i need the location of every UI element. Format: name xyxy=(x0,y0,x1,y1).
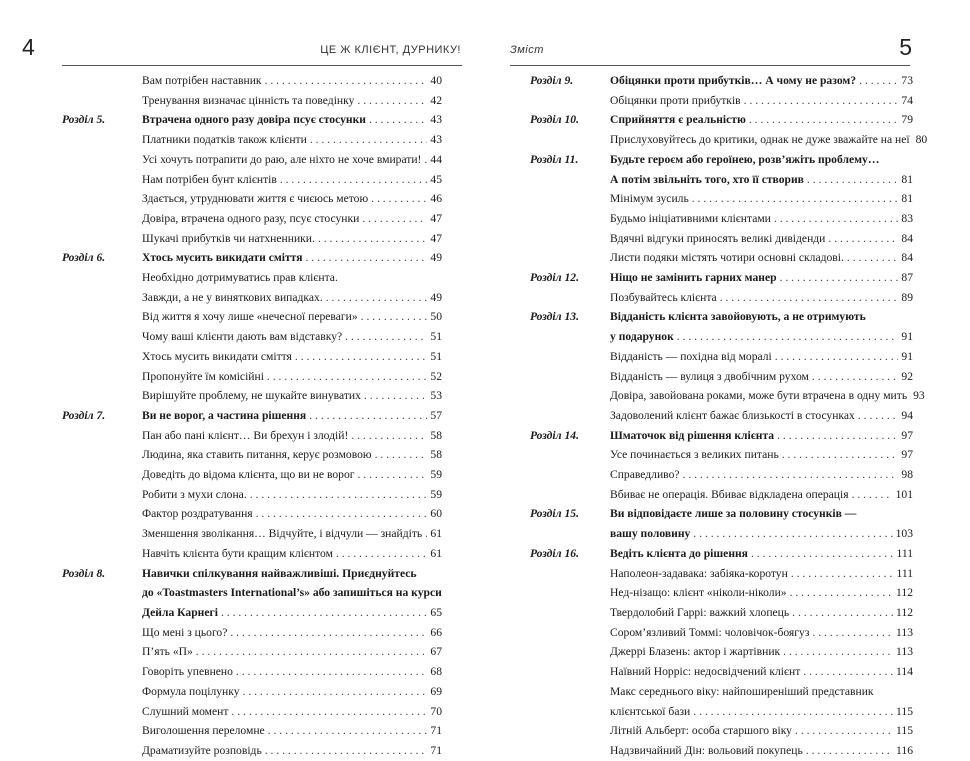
right-running-header: Зміст xyxy=(510,44,544,56)
toc-page-number: 74 xyxy=(901,93,913,107)
right-page xyxy=(485,0,970,757)
toc-page-number: 116 xyxy=(896,743,913,757)
toc-leader-dots xyxy=(677,327,899,347)
toc-chapter-row xyxy=(530,307,913,327)
toc-leader-dots xyxy=(295,347,428,367)
toc-leader-dots xyxy=(828,229,898,249)
toc-entry-title: Робити з мухи слона. xyxy=(142,487,247,501)
toc-chapter-row xyxy=(530,71,913,91)
toc-entry-title: Ведіть клієнта до рішення xyxy=(610,546,748,560)
toc-section-label: Розділ 13. xyxy=(530,310,579,324)
toc-entry-title: Будьмо ініціативними клієнтами xyxy=(610,211,771,225)
toc-page-number: 58 xyxy=(430,448,442,462)
toc-entry-row xyxy=(530,229,913,249)
toc-page-number: 113 xyxy=(896,645,913,659)
toc-entry-title: Вам потрібен наставник xyxy=(142,74,262,87)
toc-entry-row xyxy=(530,465,913,485)
toc-entry-title: Здається, утруднювати життя є чиєюсь метою xyxy=(142,192,369,206)
toc-page-number: 67 xyxy=(430,645,442,659)
toc-page-number: 57 xyxy=(430,408,442,422)
toc-chapter-row xyxy=(62,564,442,584)
toc-entry-row xyxy=(530,209,913,229)
toc-chapter-row xyxy=(62,583,442,603)
toc-entry-row xyxy=(62,288,442,308)
toc-page-number: 115 xyxy=(896,724,913,738)
toc-entry-row xyxy=(62,445,442,465)
toc-section-label: Розділ 12. xyxy=(530,271,579,285)
toc-entry-title: Обіцянки проти прибутків… А чому не разом? xyxy=(610,74,857,87)
toc-leader-dots xyxy=(783,642,893,662)
toc-entry-title: Навички спілкування найважливіші. Приєднуйтесь xyxy=(142,566,417,580)
toc-leader-dots xyxy=(375,445,428,465)
toc-entry-row xyxy=(530,130,928,150)
toc-leader-dots xyxy=(858,406,899,426)
toc-entry-title: Драматизуйте розповідь xyxy=(142,743,262,757)
toc-entry-title: П’ять «П» xyxy=(142,645,193,659)
toc-chapter-row xyxy=(62,248,442,268)
toc-section-label: Розділ 7. xyxy=(62,408,106,422)
toc-entry-title: Твердолобий Гаррі: важкий хлопець xyxy=(610,605,790,619)
toc-leader-dots xyxy=(847,248,899,268)
toc-entry-title: Чому ваші клієнти дають вам відставку? xyxy=(142,330,343,344)
toc-entry-row xyxy=(530,642,913,662)
toc-entry-title: Виголошення переломне xyxy=(142,724,265,738)
toc-leader-dots xyxy=(268,721,428,741)
toc-leader-dots xyxy=(369,110,427,130)
toc-leader-dots xyxy=(231,702,427,722)
toc-page-number: 61 xyxy=(430,546,442,560)
toc-leader-dots xyxy=(196,642,428,662)
toc-entry-title: Ви не ворог, а частина рішення xyxy=(142,408,307,422)
toc-entry-row xyxy=(62,347,442,367)
toc-entry-title: Втрачена одного разу довіра псує стосунки xyxy=(142,113,366,127)
toc-entry-title: Нам потрібен бунт клієнтів xyxy=(142,172,277,186)
toc-leader-dots xyxy=(425,524,427,544)
toc-entry-row xyxy=(62,741,442,761)
toc-entry-title: Позбувайтесь клієнта xyxy=(610,290,717,304)
toc-entry-title: Хтось мусить викидати сміття xyxy=(142,251,303,265)
toc-page-number: 53 xyxy=(430,389,442,403)
toc-leader-dots xyxy=(358,465,428,485)
toc-leader-dots xyxy=(792,603,893,623)
toc-entry-title: Відданість — вулиця з двобічним рухом xyxy=(610,369,809,383)
toc-entry-title: вашу половину xyxy=(610,527,691,541)
toc-page-number: 113 xyxy=(896,625,913,639)
toc-entry-row xyxy=(530,367,913,387)
toc-entry-row xyxy=(62,524,442,544)
toc-entry-row xyxy=(530,623,913,643)
toc-page-number: 47 xyxy=(430,211,442,225)
toc-entry-row xyxy=(62,623,442,643)
toc-entry-title: Завжди, а не у виняткових випадках. xyxy=(142,290,323,304)
toc-leader-dots xyxy=(357,91,427,111)
toc-entry-row xyxy=(530,189,913,209)
toc-page-number: 66 xyxy=(430,625,442,639)
toc-entry-title: Пропонуйте їм комісійні xyxy=(142,369,264,383)
toc-page-number: 111 xyxy=(896,546,913,560)
toc-entry-title: Усе починається з великих питань xyxy=(610,448,779,462)
toc-entry-title: А потім звільніть того, хто її створив xyxy=(610,172,804,186)
toc-section-label: Розділ 6. xyxy=(62,251,106,265)
toc-section-label: Розділ 15. xyxy=(530,507,579,521)
toc-entry-title: Хтось мусить викидати сміття xyxy=(142,349,292,363)
toc-leader-dots xyxy=(683,465,899,485)
toc-entry-row xyxy=(62,642,442,662)
toc-entry-row xyxy=(62,170,442,190)
toc-section-label: Розділ 16. xyxy=(530,546,579,560)
toc-entry-title: Сором’язливий Томмі: чоловічок-боягуз xyxy=(610,625,810,639)
toc-entry-row xyxy=(530,248,913,268)
toc-leader-dots xyxy=(310,130,428,150)
toc-entry-row xyxy=(530,406,913,426)
toc-page-number: 70 xyxy=(430,704,442,718)
toc-chapter-row xyxy=(530,504,913,524)
toc-entry-row xyxy=(530,485,913,505)
toc-entry-title: Нед-нізащо: клієнт «ніколи-ніколи» xyxy=(610,586,787,600)
toc-page-number: 97 xyxy=(901,428,913,442)
toc-page-number: 84 xyxy=(901,251,913,265)
toc-entry-title: Ніщо не замінить гарних манер xyxy=(610,271,777,285)
toc-entry-title: Доведіть до відома клієнта, що ви не ворог xyxy=(142,468,355,482)
toc-entry-row xyxy=(530,662,913,682)
toc-leader-dots xyxy=(362,209,427,229)
toc-leader-dots xyxy=(775,347,899,367)
toc-section-label: Розділ 9. xyxy=(530,74,574,87)
toc-page-number: 69 xyxy=(430,684,442,698)
toc-leader-dots xyxy=(318,229,428,249)
toc-leader-dots xyxy=(859,71,898,91)
toc-entry-title: Формула поцілунку xyxy=(142,684,240,698)
toc-page-number: 42 xyxy=(430,93,442,107)
toc-leader-dots xyxy=(751,544,894,564)
toc-page-number: 81 xyxy=(901,192,913,206)
toc-leader-dots xyxy=(749,110,899,130)
toc-page-number: 112 xyxy=(896,586,913,600)
toc-entry-row xyxy=(62,189,442,209)
toc-entry-row xyxy=(530,603,913,623)
toc-leader-dots xyxy=(744,91,899,111)
toc-page-number: 50 xyxy=(430,310,442,324)
toc-entry-row xyxy=(530,445,913,465)
toc-leader-dots xyxy=(336,544,427,564)
left-toc-list xyxy=(62,71,442,761)
toc-section-label: Розділ 5. xyxy=(62,113,106,127)
toc-entry-row xyxy=(530,91,913,111)
toc-leader-dots xyxy=(361,307,428,327)
toc-entry-row xyxy=(62,130,442,150)
toc-leader-dots xyxy=(265,71,428,91)
toc-entry-row xyxy=(530,583,913,603)
toc-entry-title: Будьте героєм або героїнею, розв’яжіть проблему… xyxy=(610,152,880,166)
toc-chapter-row xyxy=(530,110,913,130)
toc-page-number: 49 xyxy=(430,290,442,304)
toc-leader-dots xyxy=(351,426,427,446)
toc-leader-dots xyxy=(250,485,428,505)
toc-entry-title: Макс середнього віку: найпоширеніший представник xyxy=(610,684,874,698)
toc-leader-dots xyxy=(364,386,427,406)
toc-chapter-row xyxy=(62,603,442,623)
toc-entry-title: Відданість клієнта завойовують, а не отримують xyxy=(610,310,866,324)
toc-entry-title: Говоріть упевнено xyxy=(142,665,233,679)
toc-page-number: 98 xyxy=(901,468,913,482)
toc-leader-dots xyxy=(806,741,893,761)
toc-chapter-row xyxy=(62,110,442,130)
toc-page-number: 114 xyxy=(896,665,913,679)
toc-leader-dots xyxy=(795,721,893,741)
toc-page-number: 91 xyxy=(901,349,913,363)
toc-leader-dots xyxy=(243,682,428,702)
toc-entry-row xyxy=(62,327,442,347)
toc-entry-row xyxy=(62,721,442,741)
toc-leader-dots xyxy=(236,662,427,682)
toc-entry-title: Тренування визначає цінність та поведінку xyxy=(142,93,355,107)
toc-entry-row xyxy=(62,702,442,722)
toc-leader-dots xyxy=(807,170,898,190)
toc-page-number: 47 xyxy=(430,231,442,245)
toc-entry-title: Зменшення зволікання… Відчуйте, і відчули — знайдіть xyxy=(142,527,423,541)
toc-page-number: 73 xyxy=(901,74,913,87)
toc-leader-dots xyxy=(280,170,428,190)
toc-section-label: Розділ 8. xyxy=(62,566,106,580)
toc-entry-title: Усі хочуть потрапити до раю, але ніхто не хоче вмирати! xyxy=(142,152,422,166)
left-running-header: ЦЕ Ж КЛІЄНТ, ДУРНИКУ! xyxy=(320,44,461,56)
toc-entry-title: Ви відповідаєте лише за половину стосунків — xyxy=(610,507,857,521)
toc-page-number: 84 xyxy=(901,231,913,245)
toc-page-number: 80 xyxy=(915,133,928,147)
toc-entry-row xyxy=(530,288,913,308)
toc-entry-title: Платники податків також клієнти xyxy=(142,133,307,147)
toc-leader-dots xyxy=(345,327,427,347)
toc-entry-row xyxy=(530,386,925,406)
toc-entry-title: Обіцянки проти прибутків xyxy=(610,93,741,107)
toc-chapter-row xyxy=(530,426,913,446)
toc-page-number: 79 xyxy=(901,113,913,127)
toc-entry-title: Джеррі Блазень: актор і жартівник xyxy=(610,645,781,659)
toc-entry-row xyxy=(62,91,442,111)
toc-page-number: 65 xyxy=(430,605,442,619)
toc-leader-dots xyxy=(790,583,893,603)
toc-entry-title: Що мені з цього? xyxy=(142,625,228,639)
toc-leader-dots xyxy=(693,702,893,722)
toc-leader-dots xyxy=(230,623,427,643)
toc-leader-dots xyxy=(267,367,427,387)
toc-page-number: 71 xyxy=(430,724,442,738)
toc-page-number: 111 xyxy=(896,566,913,580)
toc-page-number: 46 xyxy=(430,192,442,206)
toc-section-label: Розділ 11. xyxy=(530,152,579,166)
toc-entry-row xyxy=(530,682,913,702)
toc-page-number: 94 xyxy=(901,408,913,422)
toc-entry-title: Задоволений клієнт бажає близькості в стосунках xyxy=(610,408,855,422)
toc-entry-row xyxy=(62,150,442,170)
toc-entry-title: Фактор роздратування xyxy=(142,507,253,521)
toc-page-number: 101 xyxy=(895,487,913,501)
toc-entry-title: Дейла Карнегі xyxy=(142,605,218,619)
toc-leader-dots xyxy=(812,623,893,643)
toc-entry-title: Сприйняття є реальністю xyxy=(610,113,746,127)
toc-entry-title: Вбиває не операція. Вбиває відкладена операція xyxy=(610,487,849,501)
toc-entry-row xyxy=(62,426,442,446)
right-toc-list xyxy=(530,71,928,761)
toc-leader-dots xyxy=(852,485,893,505)
toc-entry-title: Прислуховуйтесь до критики, однак не дуже зважайте на неї xyxy=(610,133,910,147)
toc-entry-title: Наполеон-задавака: забіяка-коротун xyxy=(610,566,788,580)
toc-entry-title: до «Toastmasters International’s» або запишіться на курси xyxy=(142,586,442,600)
toc-page-number: 81 xyxy=(901,172,913,186)
toc-page-number: 52 xyxy=(430,369,442,383)
toc-leader-dots xyxy=(782,445,899,465)
toc-entry-title: Необхідно дотримуватись прав клієнта. xyxy=(142,271,338,285)
toc-page-number: 60 xyxy=(430,507,442,521)
toc-entry-title: Людина, яка ставить питання, керує розмовою xyxy=(142,448,372,462)
toc-chapter-row xyxy=(62,406,442,426)
toc-entry-row xyxy=(62,544,442,564)
toc-entry-row xyxy=(62,367,442,387)
toc-entry-row xyxy=(530,347,913,367)
toc-page-number: 40 xyxy=(430,74,442,87)
toc-leader-dots xyxy=(371,189,427,209)
toc-entry-title: Надзвичайний Дін: вольовий покупець xyxy=(610,743,803,757)
toc-entry-row xyxy=(62,307,442,327)
toc-leader-dots xyxy=(265,741,428,761)
toc-page-number: 43 xyxy=(430,113,442,127)
toc-entry-title: Слушний момент xyxy=(142,704,229,718)
toc-entry-title: Довіра, втрачена одного разу, псує стосунки xyxy=(142,211,360,225)
right-header-rule xyxy=(510,65,910,66)
toc-chapter-row xyxy=(530,327,913,347)
toc-leader-dots xyxy=(812,367,899,387)
toc-page-number: 103 xyxy=(895,527,913,541)
toc-section-label: Розділ 10. xyxy=(530,113,579,127)
toc-entry-row xyxy=(530,564,913,584)
toc-page-number: 43 xyxy=(430,133,442,147)
toc-page-number: 59 xyxy=(430,487,442,501)
toc-page-number: 59 xyxy=(430,468,442,482)
toc-entry-title: Мінімум зусиль xyxy=(610,192,689,206)
toc-entry-title: Довіра, завойована роками, може бути втрачена в одну мить xyxy=(610,389,908,403)
toc-entry-row xyxy=(62,386,442,406)
toc-entry-row xyxy=(530,721,913,741)
toc-leader-dots xyxy=(791,564,894,584)
toc-chapter-row xyxy=(530,544,913,564)
toc-entry-row xyxy=(62,71,442,91)
toc-chapter-row xyxy=(530,524,913,544)
toc-entry-row xyxy=(62,268,442,288)
toc-page-number: 45 xyxy=(430,172,442,186)
toc-page-number: 112 xyxy=(896,605,913,619)
toc-page-number: 68 xyxy=(430,665,442,679)
toc-leader-dots xyxy=(221,603,427,623)
toc-page-number: 51 xyxy=(430,330,442,344)
toc-entry-title: Літній Альберт: особа старшого віку xyxy=(610,724,792,738)
toc-entry-title: Шматочок від рішення клієнта xyxy=(610,428,775,442)
toc-page-number: 93 xyxy=(913,389,925,403)
toc-entry-title: у подарунок xyxy=(610,330,674,344)
toc-leader-dots xyxy=(777,426,898,446)
toc-page-number: 51 xyxy=(430,349,442,363)
toc-leader-dots xyxy=(780,268,899,288)
toc-leader-dots xyxy=(720,288,899,308)
toc-leader-dots xyxy=(803,662,893,682)
toc-page-number: 92 xyxy=(901,369,913,383)
toc-page-number: 89 xyxy=(901,290,913,304)
toc-page-number: 58 xyxy=(430,428,442,442)
toc-leader-dots xyxy=(424,150,427,170)
toc-page-number: 49 xyxy=(430,251,442,265)
left-header-rule xyxy=(62,65,462,66)
toc-page-number: 97 xyxy=(901,448,913,462)
toc-page-number: 71 xyxy=(430,743,442,757)
toc-leader-dots xyxy=(256,504,428,524)
toc-entry-row xyxy=(62,504,442,524)
toc-entry-title: клієнтської бази xyxy=(610,704,691,718)
toc-entry-title: Наївний Норріс: недосвідчений клієнт xyxy=(610,665,801,679)
toc-chapter-row xyxy=(530,268,913,288)
toc-entry-row xyxy=(530,741,913,761)
toc-entry-title: Шукачі прибутків чи натхненники. xyxy=(142,231,315,245)
right-page-number: 5 xyxy=(899,34,912,60)
toc-entry-row xyxy=(530,702,913,722)
toc-leader-dots xyxy=(692,189,899,209)
toc-entry-title: Вирішуйте проблему, не шукайте винуватих xyxy=(142,389,361,403)
left-page-number: 4 xyxy=(22,34,35,60)
toc-leader-dots xyxy=(774,209,899,229)
toc-entry-row xyxy=(62,465,442,485)
toc-leader-dots xyxy=(693,524,892,544)
toc-entry-title: Пан або пані клієнт… Ви брехун і злодій! xyxy=(142,428,349,442)
toc-entry-row xyxy=(62,662,442,682)
left-page xyxy=(0,0,485,757)
toc-section-label: Розділ 14. xyxy=(530,428,579,442)
toc-page-number: 91 xyxy=(901,330,913,344)
toc-chapter-row xyxy=(530,150,913,170)
toc-entry-title: Листи подяки містять чотири основні складові. xyxy=(610,251,844,265)
toc-entry-title: Від життя я хочу лише «нечесної переваги» xyxy=(142,310,358,324)
toc-leader-dots xyxy=(309,406,427,426)
toc-entry-title: Справедливо? xyxy=(610,468,680,482)
toc-entry-row xyxy=(62,209,442,229)
toc-entry-title: Вдячні відгуки приносять великі дивіденди xyxy=(610,231,826,245)
toc-page-number: 115 xyxy=(896,704,913,718)
toc-entry-row xyxy=(62,682,442,702)
toc-page-number: 44 xyxy=(430,152,442,166)
toc-page-number: 61 xyxy=(430,527,442,541)
toc-leader-dots xyxy=(326,288,428,308)
toc-entry-title: Навчіть клієнта бути кращим клієнтом xyxy=(142,546,333,560)
toc-entry-row xyxy=(62,229,442,249)
toc-page-number: 87 xyxy=(901,271,913,285)
toc-entry-title: Відданість — похідна від моралі xyxy=(610,349,772,363)
toc-leader-dots xyxy=(305,248,427,268)
toc-entry-row xyxy=(62,485,442,505)
toc-chapter-row xyxy=(530,170,913,190)
toc-page-number: 83 xyxy=(901,211,913,225)
